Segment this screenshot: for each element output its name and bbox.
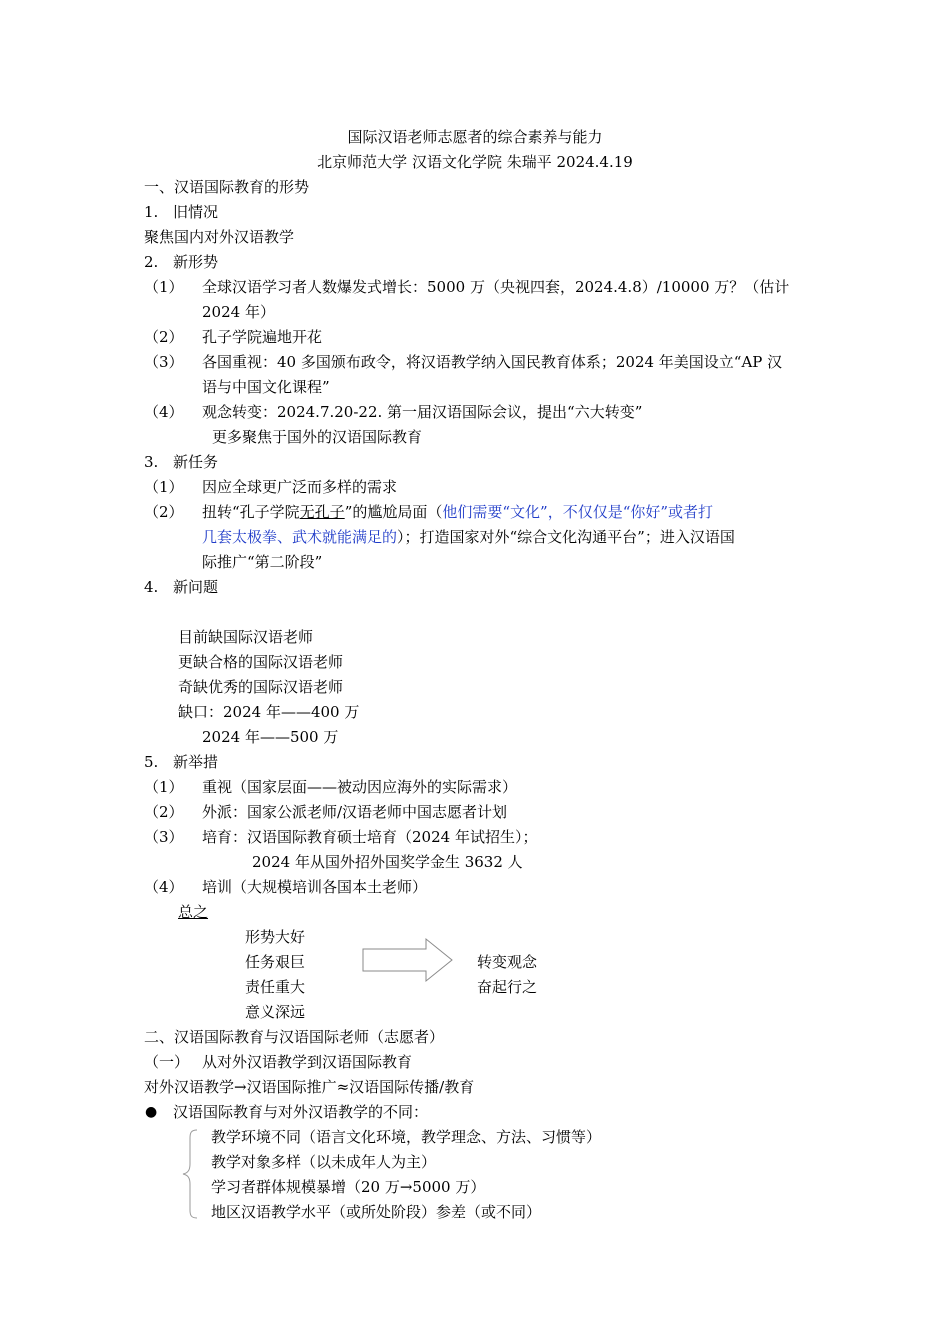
- list-item-text: 培育：汉语国际教育硕士培育（2024 年试招生）；: [202, 828, 538, 846]
- list-item-text: 培训（大规模培训各国本土老师）: [202, 878, 428, 896]
- problem-line: 奇缺优秀的国际汉语老师: [178, 678, 344, 696]
- list-item-number: （3）: [144, 353, 184, 371]
- list-item-text: 观念转变：2024.7.20-22. 第一届汉语国际会议，提出“六大转变”: [202, 403, 643, 421]
- blue-quote: 几套太极拳、武术就能满足的: [202, 528, 398, 546]
- summary-left-item: 任务艰巨: [245, 953, 306, 971]
- summary-right-item: 转变观念: [477, 953, 538, 971]
- text-run: 扭转“孔子学院: [202, 503, 300, 521]
- difference-item: 教学环境不同（语言文化环境，教学理念、方法、习惯等）: [211, 1128, 602, 1146]
- bullet-icon: ●: [145, 1104, 158, 1120]
- subsection-title: 从对外汉语教学到汉语国际教育: [202, 1053, 413, 1071]
- point-5-title: 新举措: [173, 753, 219, 771]
- right-arrow-icon: [362, 937, 454, 983]
- section-2-heading: 二、汉语国际教育与汉语国际老师（志愿者）: [144, 1028, 445, 1046]
- point-4-number: 4.: [144, 578, 159, 596]
- blue-quote: 他们需要“文化”，不仅仅是“你好”或者打: [442, 503, 714, 521]
- list-item-text-continued: 际推广“第二阶段”: [202, 553, 323, 571]
- list-item-number: （3）: [144, 828, 184, 846]
- list-item-text-continued: 2024 年从国外招外国奖学金生 3632 人: [252, 853, 523, 871]
- difference-item: 教学对象多样（以未成年人为主）: [211, 1153, 437, 1171]
- list-item-number: （4）: [144, 878, 184, 896]
- summary-left-item: 形势大好: [245, 928, 306, 946]
- point-1-body: 聚焦国内对外汉语教学: [144, 228, 295, 246]
- list-item-number: （4）: [144, 403, 184, 421]
- list-item-text: 孔子学院遍地开花: [202, 328, 323, 346]
- list-item-number: （1）: [144, 778, 184, 796]
- point-3-title: 新任务: [173, 453, 219, 471]
- list-item-text-continued: 2024 年）: [202, 303, 275, 321]
- list-item-text: 各国重视：40 多国颁布政令，将汉语教学纳入国民教育体系；2024 年美国设立“AP 汉: [202, 353, 783, 371]
- list-item-text: 全球汉语学习者人数爆发式增长：5000 万（央视四套，2024.4.8）/10000 万？（估计: [202, 278, 790, 296]
- summary-right-item: 奋起行之: [477, 978, 538, 996]
- list-item-text: 外派：国家公派老师/汉语老师中国志愿者计划: [202, 803, 508, 821]
- summary-left-item: 责任重大: [245, 978, 306, 996]
- list-item-text-continued: 语与中国文化课程”: [202, 378, 330, 396]
- difference-item: 地区汉语教学水平（或所处阶段）参差（或不同）: [211, 1203, 542, 1221]
- subsection-number: （一）: [144, 1053, 190, 1071]
- problem-line: 2024 年——500 万: [202, 728, 339, 746]
- text-run: ）；打造国家对外“综合文化沟通平台”；进入汉语国: [397, 528, 735, 546]
- list-item-number: （2）: [144, 328, 184, 346]
- section-1-heading: 一、汉语国际教育的形势: [144, 178, 310, 196]
- point-2-title: 新形势: [173, 253, 219, 271]
- text-run: ”的尴尬局面（: [344, 503, 443, 521]
- point-2-number: 2.: [144, 253, 159, 271]
- problem-line: 目前缺国际汉语老师: [178, 628, 314, 646]
- underlined-phrase: 无孔子: [299, 503, 345, 521]
- document-byline: 北京师范大学 汉语文化学院 朱瑞平 2024.4.19: [317, 153, 633, 171]
- list-item-number: （1）: [144, 478, 184, 496]
- document-title: 国际汉语老师志愿者的综合素养与能力: [347, 128, 603, 146]
- point-4-title: 新问题: [173, 578, 219, 596]
- point-1-title: 旧情况: [173, 203, 219, 221]
- point-1-number: 1.: [144, 203, 159, 221]
- problem-line: 更缺合格的国际汉语老师: [178, 653, 344, 671]
- flow-line: 对外汉语教学→汉语国际推广≈汉语国际传播/教育: [144, 1078, 475, 1096]
- list-item-number: （2）: [144, 803, 184, 821]
- list-item-number: （2）: [144, 503, 184, 521]
- list-item-text-continued: [202, 525, 735, 550]
- left-brace-icon: [180, 1128, 200, 1220]
- summary-label: 总之: [178, 903, 209, 921]
- list-item-text: 重视（国家层面——被动因应海外的实际需求）: [202, 778, 518, 796]
- list-item-text: [202, 500, 713, 525]
- point-3-number: 3.: [144, 453, 159, 471]
- list-item-text-continued: 更多聚焦于国外的汉语国际教育: [212, 428, 423, 446]
- list-item-text: 因应全球更广泛而多样的需求: [202, 478, 398, 496]
- problem-line: 缺口：2024 年——400 万: [178, 703, 360, 721]
- difference-item: 学习者群体规模暴增（20 万→5000 万）: [211, 1178, 486, 1196]
- summary-left-item: 意义深远: [245, 1003, 306, 1021]
- point-5-number: 5.: [144, 753, 159, 771]
- list-item-number: （1）: [144, 278, 184, 296]
- bullet-text: 汉语国际教育与对外汉语教学的不同：: [173, 1103, 429, 1121]
